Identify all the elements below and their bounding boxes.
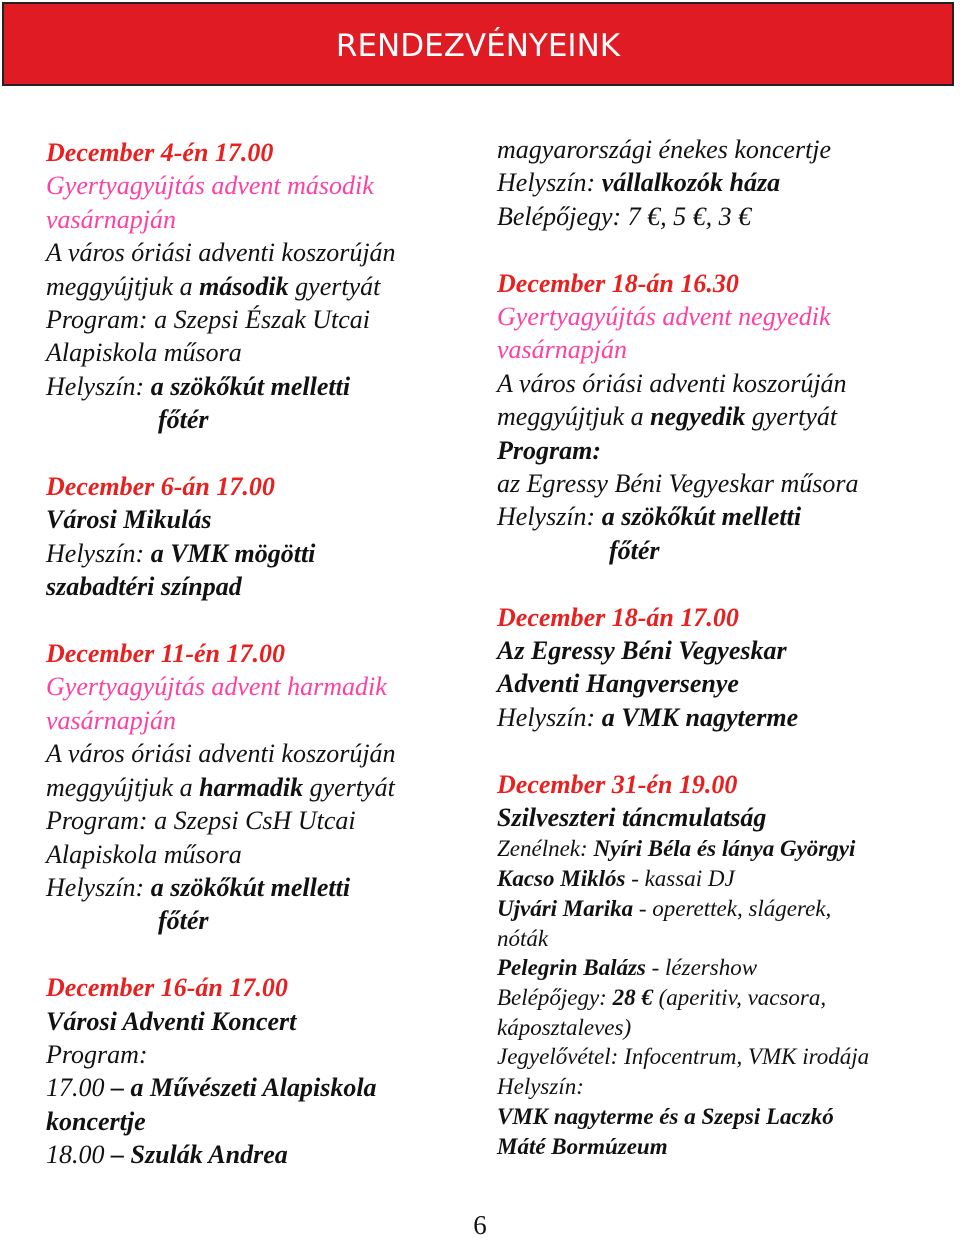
event-description-cont: meggyújtjuk a negyedik gyertyát: [497, 402, 838, 432]
event-location-cont: főtér: [158, 405, 209, 435]
event-program: az Egressy Béni Vegyeskar műsora: [497, 469, 859, 499]
event-description-cont: meggyújtjuk a második gyertyát: [46, 271, 381, 301]
event-date: December 6-án 17.00: [46, 472, 275, 502]
event-date: December 4-én 17.00: [46, 138, 274, 167]
event-location-cont: főtér: [158, 906, 209, 936]
event-dec-18-a: [497, 267, 947, 568]
event-program: Program: a Szepsi CsH Utcai: [46, 806, 356, 836]
event-title: Városi Mikulás: [46, 505, 212, 535]
event-presale: Jegyelővétel: Infocentrum, VMK irodája: [497, 1044, 870, 1070]
event-date: December 18-án 17.00: [497, 602, 739, 632]
event-location: Helyszín: vállalkozók háza: [497, 168, 781, 198]
event-title: Gyertyagyújtás advent harmadik: [46, 672, 387, 702]
left-column: [46, 136, 466, 1172]
event-performer-cont: nóták: [497, 925, 549, 951]
event-program-label: Program:: [46, 1039, 148, 1069]
event-location-cont: szabadtéri színpad: [46, 572, 242, 602]
event-dec-4: [46, 136, 466, 437]
event-dec-16: [46, 971, 466, 1171]
event-dec-31: [497, 768, 947, 1162]
event-dec-16-cont: [497, 133, 947, 233]
event-program-item-cont: koncertje: [46, 1106, 146, 1136]
event-dec-11: [46, 637, 466, 938]
event-program-item: 18.00 – Szulák Andrea: [46, 1140, 288, 1170]
event-title-cont: vasárnapján: [497, 335, 627, 365]
event-description: magyarországi énekes koncertje: [497, 135, 832, 164]
page-number: 6: [473, 1210, 487, 1240]
event-title: Városi Adventi Koncert: [46, 1006, 297, 1036]
event-title-cont: vasárnapján: [46, 705, 176, 735]
event-title-cont: Adventi Hangversenye: [497, 669, 739, 699]
event-description: A város óriási adventi koszorúján: [46, 238, 396, 268]
event-location: Helyszín: a szökőkút melletti: [46, 371, 351, 401]
event-program-cont: Alapiskola műsora: [46, 338, 242, 368]
event-ticket: Belépőjegy: 7 €, 5 €, 3 €: [497, 201, 752, 231]
event-location-cont: főtér: [609, 535, 660, 565]
event-program: Program: a Szepsi Észak Utcai: [46, 305, 371, 335]
event-location-label: Helyszín:: [497, 1074, 584, 1100]
event-location: Helyszín: a VMK nagyterme: [497, 702, 799, 732]
event-program-item: 17.00 – a Művészeti Alapiskola: [46, 1073, 377, 1103]
event-title-cont: vasárnapján: [46, 204, 176, 234]
event-title: Gyertyagyújtás advent negyedik: [497, 302, 831, 332]
event-description: A város óriási adventi koszorúján: [46, 739, 396, 769]
event-program-label: Program:: [497, 435, 601, 465]
event-location-cont: Máté Bormúzeum: [497, 1133, 668, 1159]
event-ticket-cont: káposztaleves): [497, 1014, 632, 1040]
event-date: December 18-án 16.30: [497, 268, 739, 298]
event-date: December 16-án 17.00: [46, 973, 288, 1003]
event-description-cont: meggyújtjuk a harmadik gyertyát: [46, 772, 395, 802]
event-dec-6: [46, 470, 466, 604]
event-program-cont: Alapiskola műsora: [46, 839, 242, 869]
event-location: Helyszín: a szökőkút melletti: [497, 502, 802, 532]
event-location: VMK nagyterme és a Szepsi Laczkó: [497, 1103, 834, 1129]
event-title: Gyertyagyújtás advent második: [46, 171, 374, 201]
page-title: RENDEZVÉNYEINK: [335, 28, 621, 64]
event-title: Szilveszteri táncmulatság: [497, 803, 767, 833]
event-performer: Ujvári Marika - operettek, slágerek,: [497, 895, 832, 921]
event-title: Az Egressy Béni Vegyeskar: [497, 636, 787, 666]
page-header-banner: [2, 2, 954, 86]
event-date: December 31-én 19.00: [497, 769, 738, 799]
event-music: Zenélnek: Nyíri Béla és lánya Györgyi: [497, 836, 856, 862]
event-performer: Kacso Miklós - kassai DJ: [497, 866, 735, 892]
event-ticket: Belépőjegy: 28 € (aperitiv, vacsora,: [497, 985, 827, 1010]
event-location: Helyszín: a VMK mögötti: [46, 538, 316, 568]
event-location: Helyszín: a szökőkút melletti: [46, 872, 351, 902]
event-date: December 11-én 17.00: [46, 639, 286, 669]
right-column: [497, 133, 947, 1161]
event-description: A város óriási adventi koszorúján: [497, 368, 847, 398]
event-performer: Pelegrin Balázs - lézershow: [497, 955, 758, 981]
event-dec-18-b: [497, 601, 947, 735]
